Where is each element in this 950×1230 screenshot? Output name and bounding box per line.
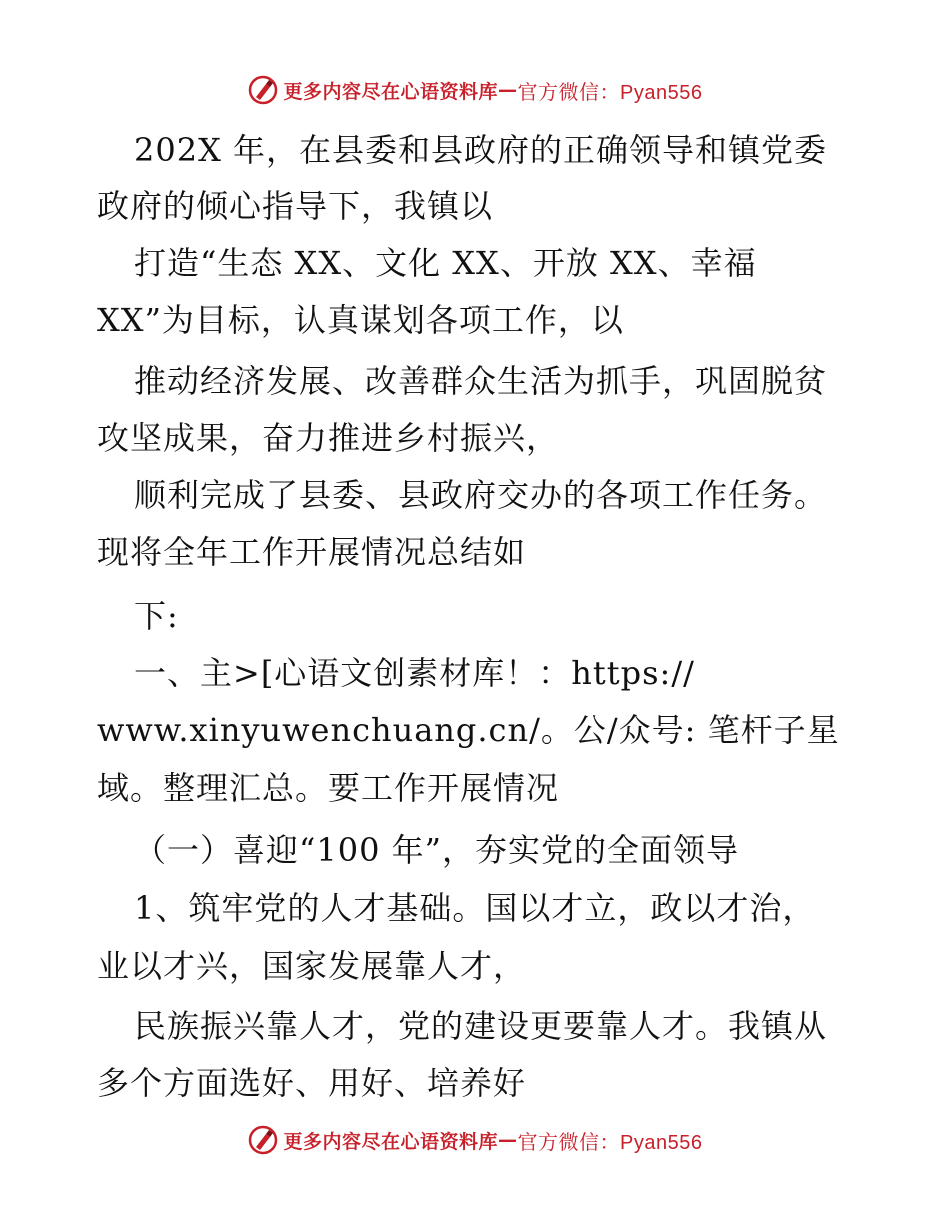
header-banner-wechat-text: 官方微信：Pyan556 <box>517 81 703 104</box>
footer-banner-wechat-text: 官方微信：Pyan556 <box>517 1131 703 1154</box>
text-line: 打造“生态 XX、文化 XX、开放 XX、幸福 <box>134 244 757 282</box>
text-line: XX”为目标，认真谋划各项工作，以 <box>97 301 624 339</box>
text-line: 业以才兴，国家发展靠人才， <box>97 947 527 985</box>
text-line: 攻坚成果，奋力推进乡村振兴， <box>97 419 560 457</box>
pen-logo-icon <box>248 1125 278 1155</box>
footer-banner-dash: — <box>498 1129 518 1151</box>
text-line: 民族振兴靠人才，党的建设更要靠人才。我镇从 <box>134 1007 828 1045</box>
header-watermark-banner <box>0 70 950 110</box>
pen-logo-icon <box>248 75 278 105</box>
text-line: 推动经济发展、改善群众生活为抓手，巩固脱贫 <box>134 362 828 400</box>
text-line: www.xinyuwenchuang.cn/。公/众号: 笔杆子星 <box>97 711 840 749</box>
text-line: 域。整理汇总。要工作开展情况 <box>97 769 560 807</box>
text-line: 现将全年工作开展情况总结如 <box>97 533 527 571</box>
text-line: 政府的倾心指导下，我镇以 <box>97 187 494 225</box>
section-heading: （一）喜迎“100 年”，夯实党的全面领导 <box>134 831 739 869</box>
text-line: 1、筑牢党的人才基础。国以才立，政以才治， <box>134 889 816 927</box>
text-line: 顺利完成了县委、县政府交办的各项工作任务。 <box>134 476 828 514</box>
footer-banner-main-text: 更多内容尽在心语资料库 <box>283 1130 499 1153</box>
text-line: 多个方面选好、用好、培养好 <box>97 1064 527 1102</box>
text-line: 一、主>[心语文创素材库！：https:// <box>134 654 695 692</box>
footer-watermark-banner <box>0 1120 950 1160</box>
header-banner-main-text: 更多内容尽在心语资料库 <box>283 80 499 103</box>
text-line: 202X 年，在县委和县政府的正确领导和镇党委 <box>134 131 828 169</box>
text-line: 下: <box>134 597 179 635</box>
header-banner-dash: — <box>498 79 518 101</box>
